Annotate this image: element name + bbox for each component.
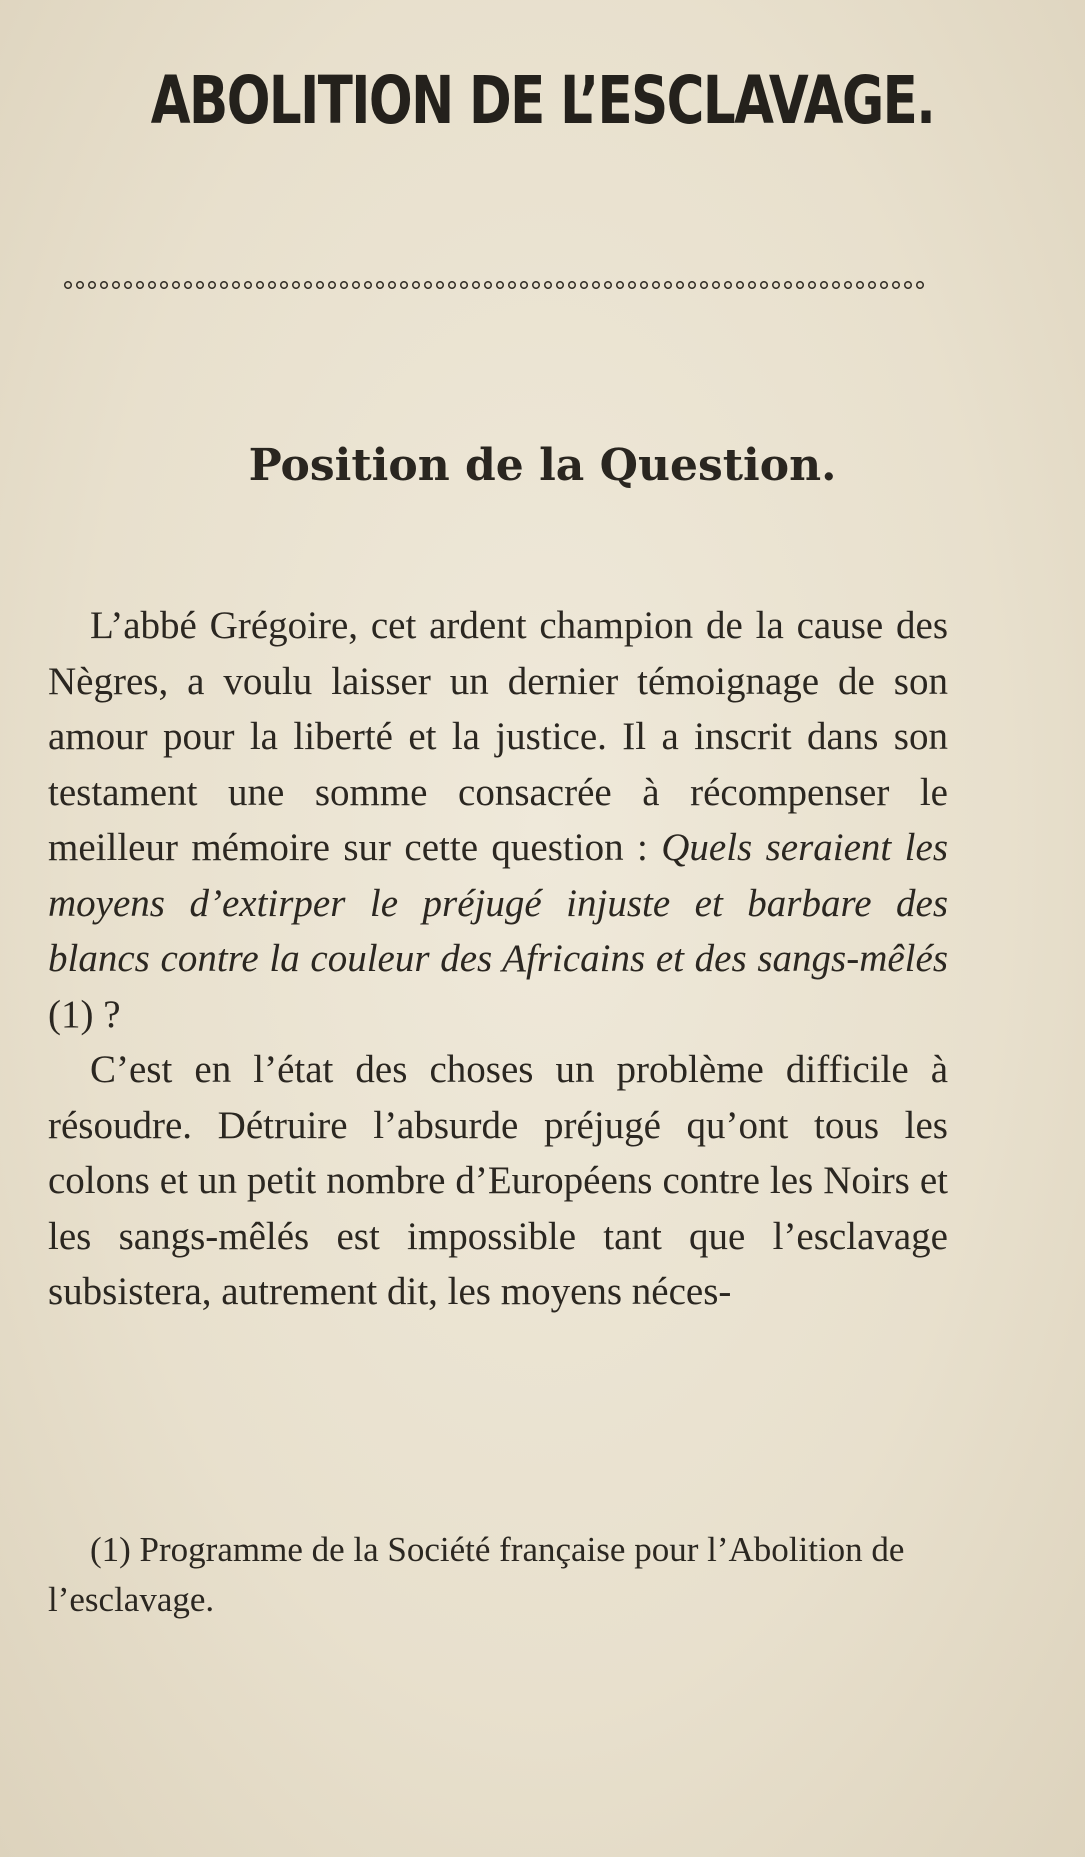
paragraph-1-note-ref: (1) ? xyxy=(48,992,121,1036)
paragraph-1 xyxy=(48,598,948,1042)
body-text xyxy=(48,598,948,1320)
paragraph-2: C’est en l’état des choses un problème difficile à résoudre. Détruire l’absurde préjugé qu’ont tous les colons et un petit nombre d’Européens contre les Noirs et les sangs-mêlés est impossible tant que l’esclavage subsistera, autrement dit, les moyens néces- xyxy=(48,1048,948,1313)
footnote: (1) Programme de la Société française pour l’Abolition de l’esclavage. xyxy=(48,1530,905,1619)
section-heading: Position de la Question. xyxy=(248,440,837,491)
paragraph-1-text: L’abbé Grégoire, cet ardent champion de la cause des Nègres, a voulu laisser un dernier témoignage de son amour pour la liberté et la justice. Il a inscrit dans son testament une somme consacrée à récompenser le meilleur mémoire sur cette question : xyxy=(48,604,948,869)
ornamental-rule xyxy=(62,280,928,290)
paragraph-1-question: Quels seraient les moyens d’extirper le préjugé injuste et barbare des blancs contre la couleur des Africains et des sangs-mêlés xyxy=(48,826,948,980)
page-title: ABOLITION DE L’ESCLAVAGE. xyxy=(150,62,935,139)
